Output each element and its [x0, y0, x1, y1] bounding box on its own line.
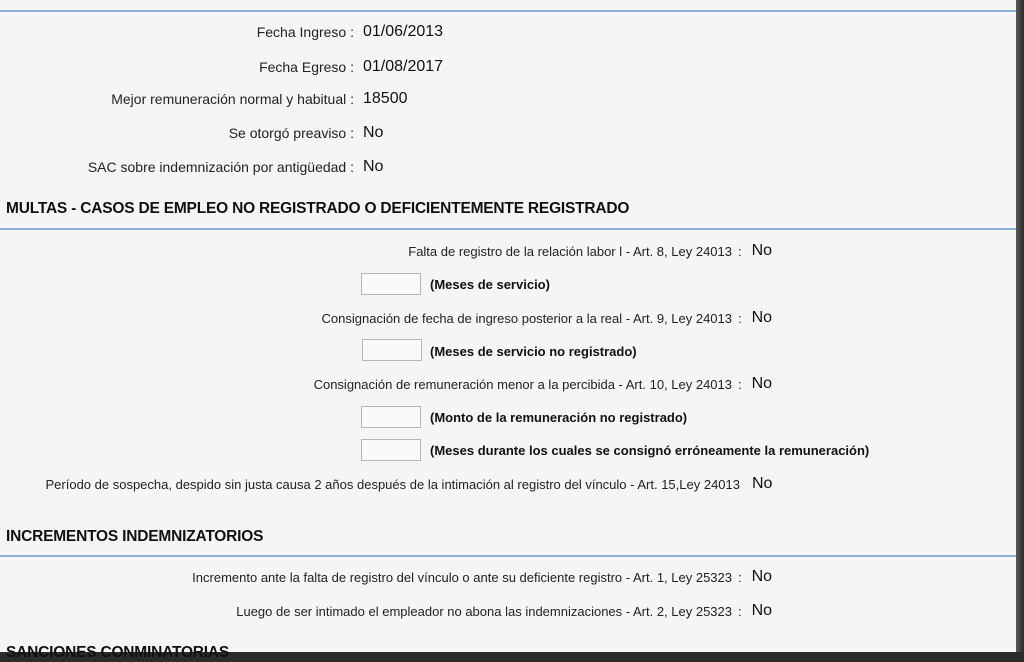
fecha-egreso-row: [0, 56, 460, 78]
monto-no-registrado-input[interactable]: [361, 406, 421, 428]
art9-value: No: [751, 309, 773, 326]
art10-colon: :: [738, 376, 742, 392]
fecha-ingreso-value: 01/06/2013: [363, 23, 444, 40]
art9-label: Consignación de fecha de ingreso posterior a la real - Art. 9, Ley 24013: [321, 310, 732, 326]
art10-row: [0, 373, 800, 395]
multas-divider: [0, 228, 1022, 230]
fecha-ingreso-row: [0, 21, 460, 43]
art15-row: [0, 473, 800, 495]
art2-row: [0, 600, 800, 622]
preaviso-label: Se otorgó preaviso :: [228, 125, 354, 141]
preaviso-value: No: [363, 124, 384, 141]
sac-row: [0, 156, 460, 178]
art1-row: [0, 566, 800, 588]
fecha-egreso-label: Fecha Egreso :: [259, 59, 354, 75]
preaviso-row: [0, 122, 460, 144]
meses-servicio-input[interactable]: [361, 273, 421, 295]
incrementos-section-title: INCREMENTOS INDEMNIZATORIOS: [6, 528, 264, 545]
meses-no-registrado-label: (Meses de servicio no registrado): [430, 344, 637, 359]
art15-label: Período de sospecha, despido sin justa causa 2 años después de la intimación al registro del vínculo - Art. 15,Ley 24013: [45, 476, 740, 492]
art8-value: No: [751, 242, 773, 259]
art2-colon: :: [738, 603, 742, 619]
incrementos-divider: [0, 555, 1022, 557]
mejor-remuneracion-label: Mejor remuneración normal y habitual :: [111, 91, 354, 107]
meses-erroneos-input[interactable]: [361, 439, 421, 461]
meses-no-registrado-input[interactable]: [362, 339, 422, 361]
art9-colon: :: [738, 310, 742, 326]
meses-servicio-label: (Meses de servicio): [430, 277, 550, 292]
art8-colon: :: [738, 243, 742, 259]
art1-label: Incremento ante la falta de registro del vínculo o ante su deficiente registro - Art. 1, Ley 25323: [192, 569, 732, 585]
art10-label: Consignación de remuneración menor a la percibida - Art. 10, Ley 24013: [313, 376, 732, 392]
art10-value: No: [751, 375, 773, 392]
fecha-egreso-value: 01/08/2017: [363, 58, 444, 75]
art8-label: Falta de registro de la relación labor l - Art. 8, Ley 24013: [408, 243, 732, 259]
monto-no-registrado-label: (Monto de la remuneración no registrado): [430, 410, 688, 425]
mejor-remuneracion-value: 18500: [363, 90, 408, 107]
art2-value: No: [751, 602, 773, 619]
art8-row: [0, 240, 800, 262]
meses-erroneos-label: (Meses durante los cuales se consignó erróneamente la remuneración): [430, 443, 870, 458]
sac-label: SAC sobre indemnización por antigüedad :: [87, 159, 354, 175]
multas-section-title: MULTAS - CASOS DE EMPLEO NO REGISTRADO O DEFICIENTEMENTE REGISTRADO: [6, 200, 630, 217]
top-divider: [0, 10, 1022, 12]
art2-label: Luego de ser intimado el empleador no abona las indemnizaciones - Art. 2, Ley 25323: [236, 603, 732, 619]
art1-colon: :: [738, 569, 742, 585]
sac-value: No: [363, 158, 384, 175]
art9-row: [0, 307, 800, 329]
fecha-ingreso-label: Fecha Ingreso :: [256, 24, 354, 40]
art15-value: No: [752, 475, 773, 492]
window-scrollbar[interactable]: [1016, 0, 1024, 652]
art1-value: No: [751, 568, 773, 585]
mejor-remuneracion-row: [0, 88, 460, 110]
sanciones-section-title: SANCIONES CONMINATORIAS: [6, 644, 230, 661]
